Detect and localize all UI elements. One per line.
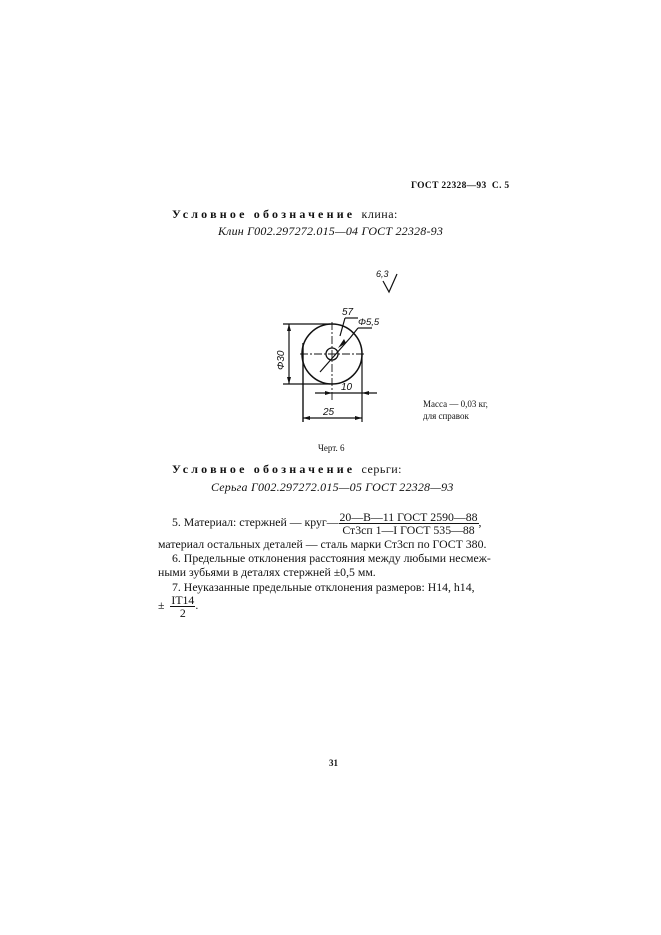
dim-hole: Φ5,5 [358, 317, 380, 328]
wedge-heading-tail: клина: [361, 207, 398, 221]
wedge-heading-text: Условное обозначение [172, 207, 356, 221]
fraction-denominator: Ст3сп 1—I ГОСТ 535—88 [342, 523, 475, 537]
mass-note [423, 398, 488, 422]
item-7-line-1: 7. Неуказанные предельные отклонения размеров: H14, h14, [172, 580, 475, 594]
item-7-fraction [170, 594, 195, 619]
item-7-suffix: . [195, 598, 199, 613]
plus-minus: ± [158, 598, 165, 613]
item-5-suffix: , [478, 515, 482, 530]
header-standard: ГОСТ 22328—93 [411, 181, 487, 191]
item-5-fraction [339, 511, 479, 536]
wedge-example: Клин Г002.297272.015—04 ГОСТ 22328-93 [218, 224, 444, 238]
dim-diameter: Φ30 [276, 350, 287, 370]
earring-example: Серьга Г002.297272.015—05 ГОСТ 22328—93 [211, 480, 454, 494]
earring-heading-text: Условное обозначение [172, 462, 356, 476]
fraction-numerator: 20—В—11 ГОСТ 2590—88 [339, 510, 478, 524]
mass-line-2: для справок [423, 411, 469, 421]
fraction-numerator: IT14 [171, 593, 195, 607]
item-7-line-2 [158, 594, 198, 619]
fraction-denominator: 2 [179, 606, 186, 620]
dim-width: 25 [323, 407, 335, 418]
earring-heading [172, 462, 402, 477]
item-5-line-2: материал остальных деталей — сталь марки Ст3сп по ГОСТ 380. [158, 537, 487, 551]
dim-notch: 57 [342, 307, 354, 318]
item-6-line-2: ными зубьями в деталях стержней ±0,5 мм. [158, 565, 376, 579]
figure-caption: Черт. 6 [318, 443, 345, 453]
dim-offset: 10 [341, 382, 353, 393]
header-page: С. 5 [491, 181, 510, 191]
roughness-value: 6,3 [376, 269, 389, 279]
item-5-prefix: 5. Материал: стержней — круг— [172, 515, 339, 530]
page-number: 31 [329, 758, 338, 768]
item-6-line-1: 6. Предельные отклонения расстояния между любыми несмеж- [172, 551, 491, 565]
mass-line-1: Масса — 0,03 кг, [423, 399, 488, 409]
earring-heading-tail: серьги: [361, 462, 402, 476]
item-5-line-1 [172, 511, 481, 536]
